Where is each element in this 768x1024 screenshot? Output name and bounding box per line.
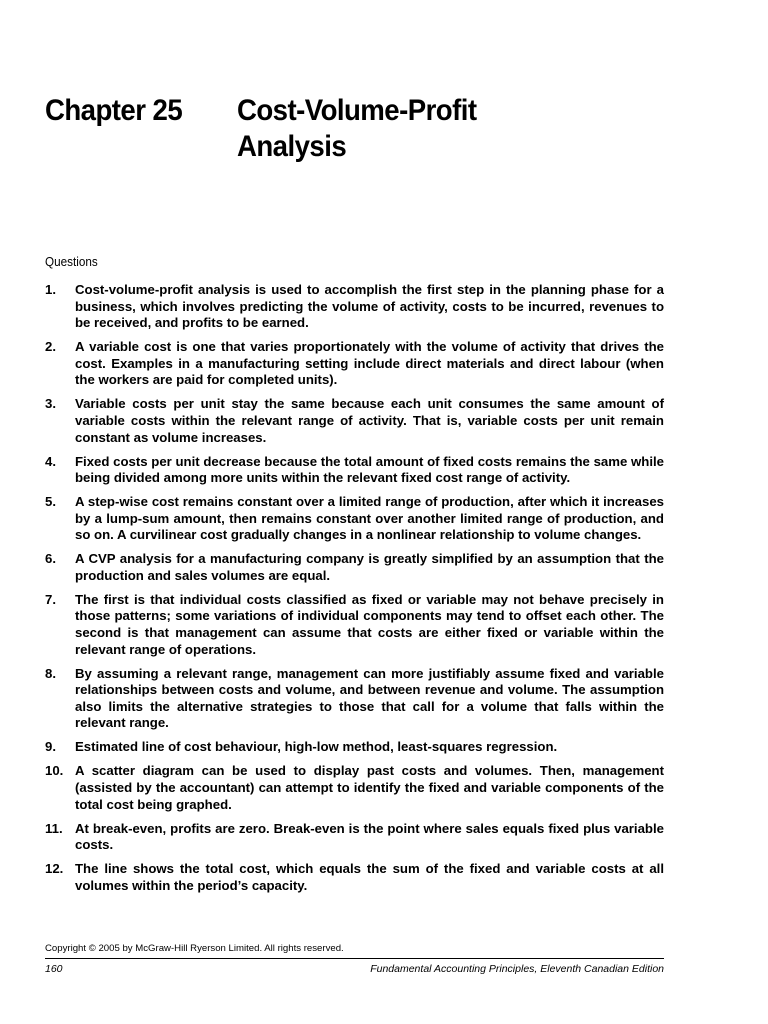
question-number: 6. — [45, 551, 56, 567]
question-list — [45, 282, 664, 902]
question-answer-text: Fixed costs per unit decrease because the total amount of fixed costs remains the same while being divided among more units within the relevant fixed cost range of activity. — [75, 453, 664, 486]
question-answer-text: A step-wise cost remains constant over a limited range of production, after which it increases by a lump-sum amount, then remains constant over another limited range of production, and so on. A curvilinear cost gradually changes in a nonlinear relationship to volume changes. — [75, 494, 664, 543]
question-item — [45, 763, 664, 813]
question-item — [45, 821, 664, 854]
question-answer-text: By assuming a relevant range, management can more justifiably assume fixed and variable relationships between costs and volume, and between revenue and volume. The assumption also limits the alternative strategies to those that call for a volume that falls within the relevant range. — [75, 665, 664, 731]
question-item — [45, 592, 664, 658]
question-item — [45, 861, 664, 894]
question-answer-text: Estimated line of cost behaviour, high-low method, least-squares regression. — [75, 739, 558, 755]
question-number: 10. — [45, 763, 64, 779]
question-answer-text: Variable costs per unit stay the same because each unit consumes the same amount of variable costs within the relevant range of activity. That is, variable costs per unit remain constant as volume increases. — [75, 396, 664, 445]
question-item — [45, 282, 664, 332]
question-answer-text: Cost-volume-profit analysis is used to accomplish the first step in the planning phase for a business, which involves predicting the volume of activity, costs to be incurred, revenues to be received, and profits to be earned. — [75, 282, 664, 331]
question-item — [45, 551, 664, 584]
question-number: 3. — [45, 396, 56, 412]
question-number: 11. — [45, 820, 63, 836]
question-number: 2. — [45, 339, 56, 355]
chapter-number: Chapter 25 — [45, 94, 183, 127]
question-number: 9. — [45, 739, 56, 755]
copyright-notice: Copyright © 2005 by McGraw-Hill Ryerson Limited. All rights reserved. — [45, 943, 344, 954]
question-item — [45, 739, 664, 756]
question-answer-text: A variable cost is one that varies proportionately with the volume of activity that drives the cost. Examples in a manufacturing setting include direct materials and direct labour (when the workers are paid for completed units). — [75, 339, 664, 388]
question-number: 8. — [45, 665, 56, 681]
question-answer-text: The line shows the total cost, which equals the sum of the fixed and variable costs at all volumes within the period’s capacity. — [75, 861, 664, 893]
footer-divider — [45, 958, 664, 959]
question-number: 12. — [45, 861, 64, 877]
question-item — [45, 494, 664, 544]
question-number: 7. — [45, 591, 56, 607]
book-title: Fundamental Accounting Principles, Eleventh Canadian Edition — [370, 963, 664, 975]
question-item — [45, 666, 664, 732]
chapter-title: Cost-Volume-Profit Analysis — [237, 94, 477, 163]
question-answer-text: The first is that individual costs classified as fixed or variable may not behave precisely in those patterns; some variations of individual components may tend to offset each other. The second is that management can assume that costs are either fixed or variable within the relevant range of operations. — [75, 591, 664, 657]
question-answer-text: A scatter diagram can be used to display past costs and volumes. Then, management (assisted by the accountant) can attempt to identify the fixed and variable components of the total cost being graphed. — [75, 763, 664, 812]
question-answer-text: At break-even, profits are zero. Break-even is the point where sales equals fixed plus variable costs. — [75, 820, 664, 853]
question-number: 4. — [45, 453, 56, 469]
question-item — [45, 339, 664, 389]
question-number: 5. — [45, 494, 56, 510]
question-item — [45, 396, 664, 446]
section-heading: Questions — [45, 254, 98, 269]
question-item — [45, 454, 664, 487]
page-number: 160 — [45, 963, 63, 975]
question-number: 1. — [45, 282, 56, 297]
question-answer-text: A CVP analysis for a manufacturing company is greatly simplified by an assumption that the production and sales volumes are equal. — [75, 551, 664, 583]
